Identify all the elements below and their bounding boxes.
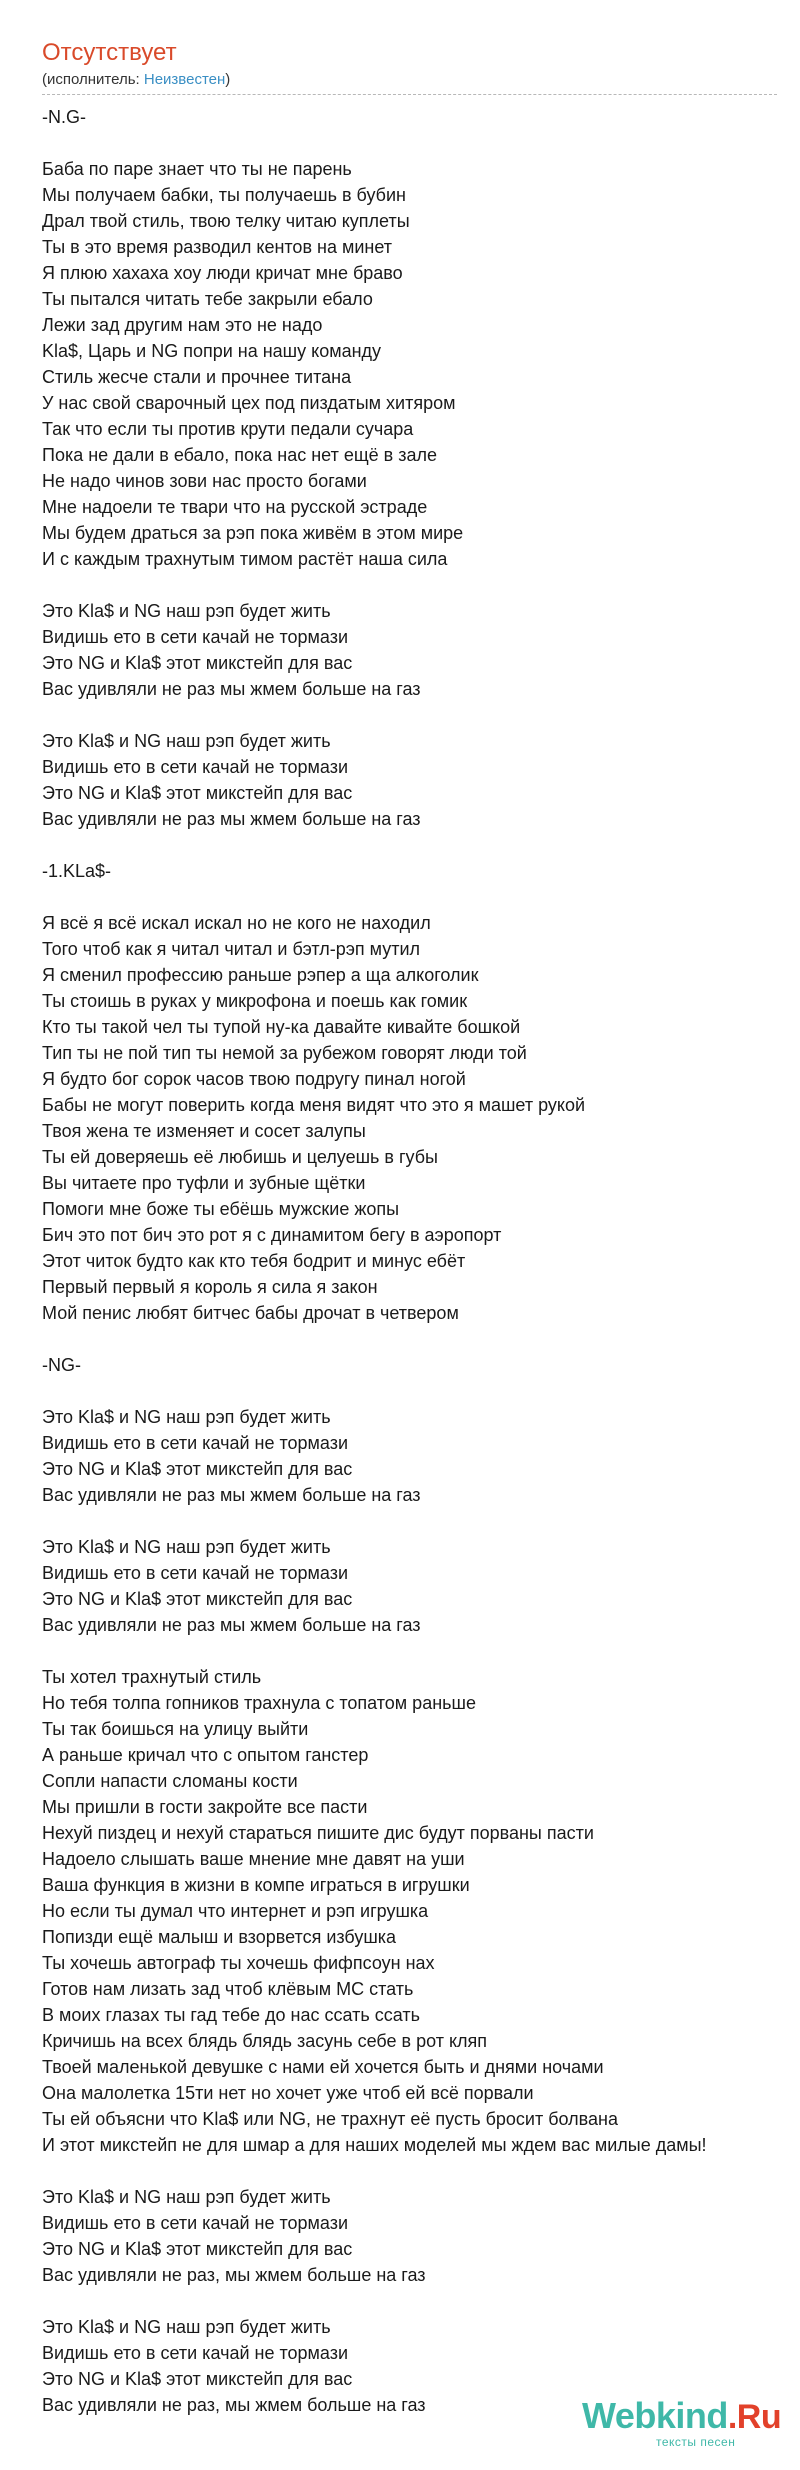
- artist-suffix: ): [225, 71, 231, 88]
- logo-word: Webkind: [582, 2395, 728, 2436]
- logo-tagline: тексты песен: [656, 2435, 736, 2449]
- lyrics-text: -N.G- Баба по паре знает что ты не парень Мы получаем бабки, ты получаешь в бубин Драл твой стиль, твою телку читаю куплеты Ты в это время разводил кентов на минет Я плюю хахаха хоу люди кричат мне браво Ты пытался читать тебе закрыли ебало Лежи зад другим нам это не надо Kla$, Царь и NG попри на нашу команду Стиль жесче стали и прочнее титана У нас свой сварочный цех под пиздатым хитяром Так что если ты против крути педали сучара Пока не дали в ебало, пока нас нет ещё в зале Не надо чинов зови нас просто богами Мне надоели те твари что на русской эстраде Мы будем драться за рэп пока живём в этом мире И с каждым трахнутым тимом растёт наша сила Это Kla$ и NG наш рэп будет жить Видишь ето в сети качай не тормази Это NG и Kla$ этот микстейп для вас Вас удивляли не раз мы жмем больше на газ Это Kla$ и NG наш рэп будет жить Видишь ето в сети качай не тормази Это NG и Kla$ этот микстейп для вас Вас удивляли не раз мы жмем больше на газ -1.KLa$- Я всё я всё искал искал но не кого не находил Того чтоб как я читал читал и бэтл-рэп мутил Я сменил профессию раньше рэпер а ща алкоголик Ты стоишь в руках у микрофона и поешь как гомик Кто ты такой чел ты тупой ну-ка давайте кивайте бошкой Тип ты не пой тип ты немой за рубежом говорят люди той Я будто бог сорок часов твою подругу пинал ногой Бабы не могут поверить когда меня видят что это я машет рукой Твоя жена те изменяет и сосет залупы Ты ей доверяешь её любишь и целуешь в губы Вы читаете про туфли и зубные щётки Помоги мне боже ты ебёшь мужские жопы Бич это пот бич это рот я с динамитом бегу в аэропорт Этот читок будто как кто тебя бодрит и минус ебёт Первый первый я король я сила я закон Мой пенис любят битчес бабы дрочат в четвером -NG- Это Kla$ и NG наш рэп будет жить Видишь ето в сети качай не тормази Это NG и Kla$ этот микстейп для вас Вас удивляли не раз мы жмем больше на газ Это Kla$ и NG наш рэп будет жить Видишь ето в сети качай не тормази Это NG и Kla$ этот микстейп для вас Вас удивляли не раз мы жмем больше на газ Ты хотел трахнутый стиль Но тебя толпа гопников трахнула с топатом раньше Ты так боишься на улицу выйти А раньше кричал что с опытом ганстер Сопли напасти сломаны кости Мы пришли в гости закройте все пасти Нехуй пиздец и нехуй стараться пишите дис будут порваны пасти Надоело слышать ваше мнение мне давят на уши Ваша функция в жизни в компе играться в игрушки Но если ты думал что интернет и рэп игрушка Попизди ещё малыш и взорвется избушка Ты хочешь автограф ты хочешь фифпсоун нах Готов нам лизать зад чтоб клёвым МС стать В моих глазах ты гад тебе до нас ссать ссать Кричишь на всех блядь блядь засунь себе в рот кляп Твоей маленькой девушке с нами ей хочется быть и днями ночами Она малолетка 15ти нет но хочет уже чтоб ей всё порвали Ты ей объясни что Kla$ или NG, не трахнут её пусть бросит болвана И этот микстейп не для шмар а для наших моделей мы ждем вас милые дамы! Это Kla$ и NG наш рэп будет жить Видишь ето в сети качай не тормази Это NG и Kla$ этот микстейп для вас Вас удивляли не раз, мы жмем больше на газ Это Kla$ и NG наш рэп будет жить Видишь ето в сети качай не тормази Это NG и Kla$ этот микстейп для вас Вас удивляли не раз, мы жмем больше на газ: [42, 107, 707, 2415]
- logo-wordmark: [582, 2395, 781, 2438]
- song-title: Отсутствует: [42, 39, 177, 66]
- artist-link[interactable]: Неизвестен: [143, 71, 226, 88]
- logo-suffix: .Ru: [727, 2398, 782, 2436]
- webkind-logo[interactable]: [582, 2395, 782, 2455]
- artist-prefix: (исполнитель:: [42, 71, 144, 88]
- header-divider: [42, 94, 777, 95]
- artist-line: [42, 70, 230, 90]
